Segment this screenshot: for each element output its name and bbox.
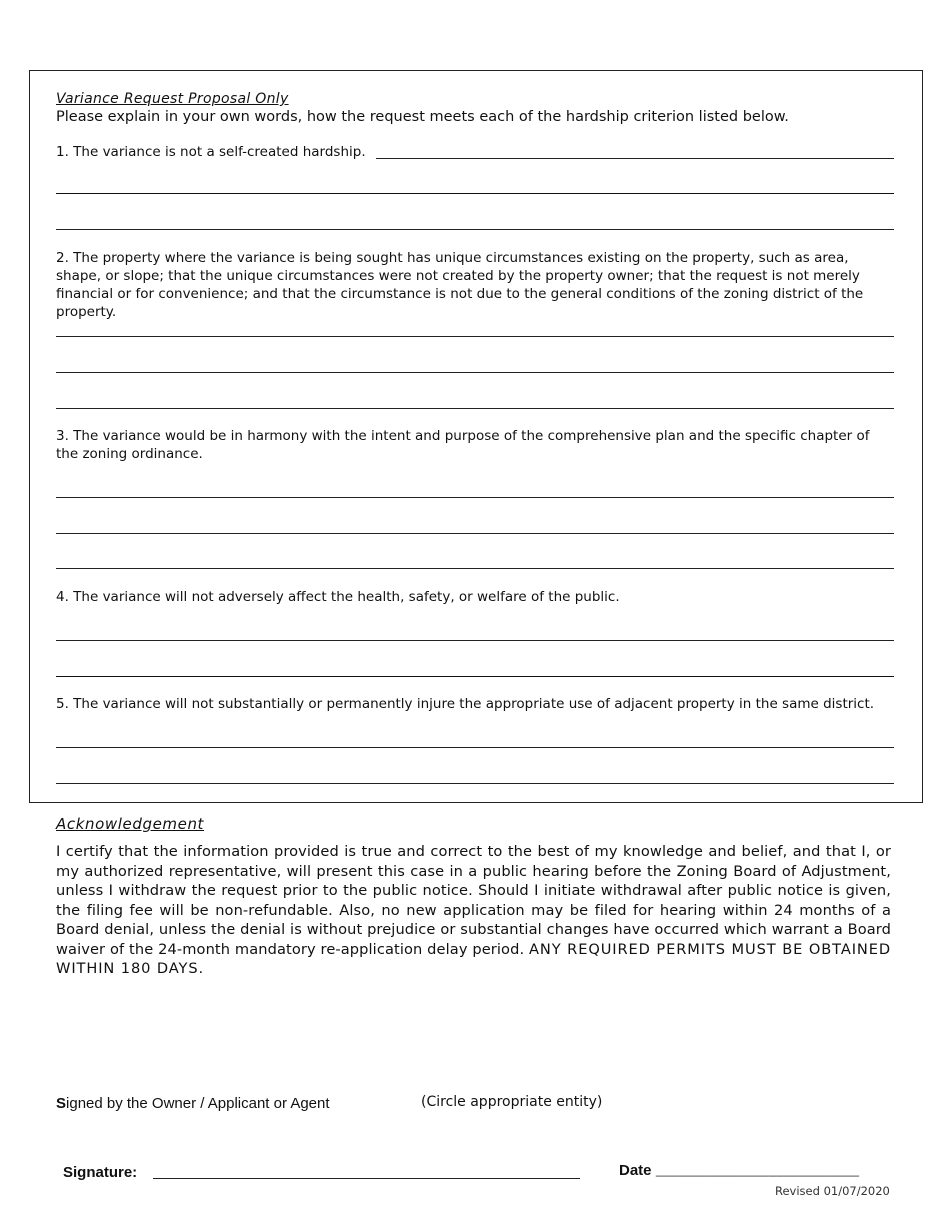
criterion-2-answer-line-3[interactable]: [56, 408, 894, 409]
acknowledgement-text: [56, 842, 891, 979]
date-line[interactable]: ___________________________: [656, 1162, 860, 1177]
criterion-3-text: 3. The variance would be in harmony with the intent and purpose of the comprehensive plan and the specific chapter of the zoning ordinance.: [56, 428, 870, 462]
revised-date: Revised 01/07/2020: [775, 1184, 890, 1198]
criterion-3-answer-line-1[interactable]: [56, 497, 894, 498]
variance-instructions: Please explain in your own words, how the request meets each of the hardship criterion listed below.: [56, 109, 789, 125]
criterion-4-answer-line-1[interactable]: [56, 640, 894, 641]
signed-by-text: igned by the Owner / Applicant or Agent: [66, 1095, 330, 1112]
signed-by-initial: S: [56, 1095, 67, 1112]
signature-label: Signature:: [63, 1164, 138, 1181]
acknowledgement-body: I certify that the information provided is true and correct to the best of my knowledge and belief, and that I, or my authorized representative, will present this case in a public hearing before the Zoning Board of Adjustment, unless I withdraw the request prior to the public notice. Should I initiate withdrawal after public notice is given, the filing fee will be non-refundable. Also, no new application may be filed for hearing within 24 months of a Board denial, unless the denial is without prejudice or substantial changes have occurred which warrant a Board waiver of the 24-month mandatory re-application delay period.: [56, 843, 891, 958]
criterion-2-answer-line-2[interactable]: [56, 372, 894, 373]
criterion-5-text: 5. The variance will not substantially or permanently injure the appropriate use of adjacent property in the same district.: [56, 696, 875, 712]
criterion-1-answer-line-1[interactable]: [376, 158, 894, 159]
criterion-3-answer-line-2[interactable]: [56, 533, 894, 534]
acknowledgement-emphasis: ANY REQUIRED PERMITS MUST BE OBTAINED WITHIN 180 DAYS.: [56, 940, 892, 977]
criterion-5-answer-line-1[interactable]: [56, 747, 894, 748]
criterion-2-text: 2. The property where the variance is being sought has unique circumstances existing on the property, such as area, shape, or slope; that the unique circumstances were not created by the property owner; that the request is not merely financial or for convenience; and that the circumstance is not due to the general conditions of the zoning district of the property.: [56, 250, 864, 320]
signed-by-label: [56, 1095, 330, 1112]
criterion-1-answer-line-3[interactable]: [56, 229, 894, 230]
criterion-5-answer-line-2[interactable]: [56, 783, 894, 784]
variance-section-title: Variance Request Proposal Only: [56, 91, 289, 107]
criterion-1-text: 1. The variance is not a self-created hardship.: [56, 144, 366, 160]
criterion-4-answer-line-2[interactable]: [56, 676, 894, 677]
criterion-2-answer-line-1[interactable]: [56, 336, 894, 337]
acknowledgement-title: Acknowledgement: [56, 815, 205, 833]
circle-entity-note: (Circle appropriate entity): [421, 1094, 603, 1110]
criterion-4-text: 4. The variance will not adversely affect the health, safety, or welfare of the public.: [56, 589, 620, 605]
date-label: Date: [619, 1162, 652, 1179]
criterion-3-answer-line-3[interactable]: [56, 568, 894, 569]
criterion-1-answer-line-2[interactable]: [56, 193, 894, 194]
signature-line[interactable]: [153, 1178, 580, 1179]
